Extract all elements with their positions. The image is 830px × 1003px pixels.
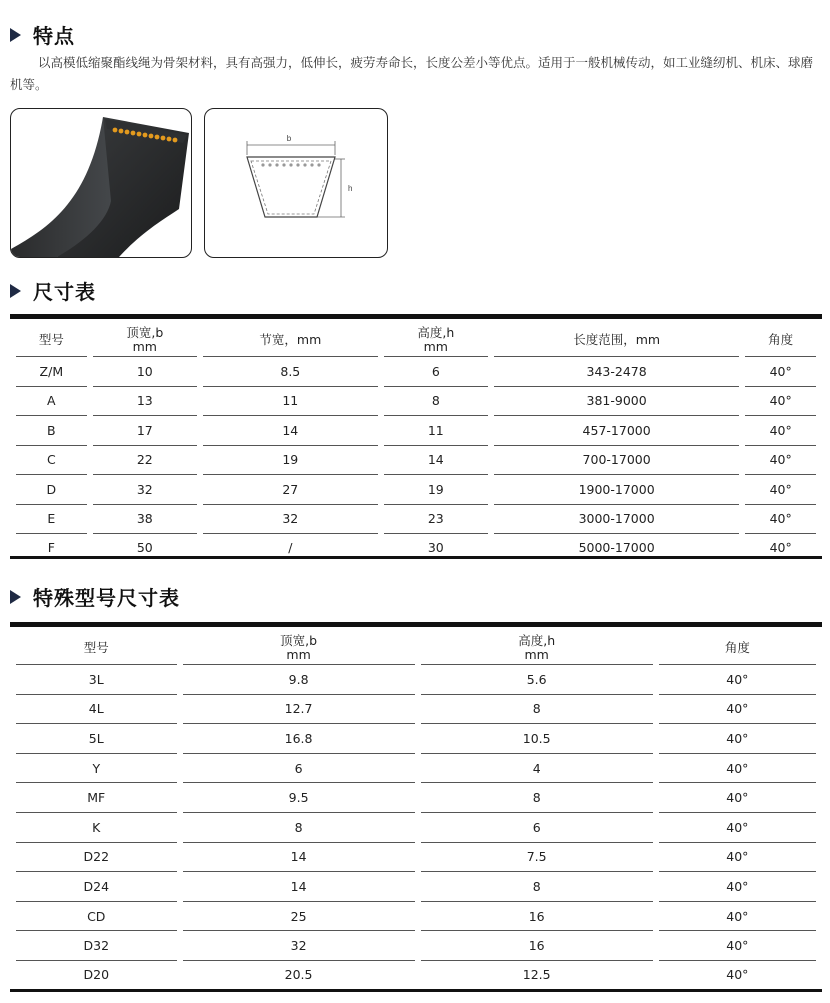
column-header: [421, 631, 653, 665]
column-header: [494, 323, 739, 357]
size-table: [10, 323, 822, 560]
column-header: [384, 323, 488, 357]
column-header-line: mm: [286, 646, 311, 662]
table-cell: 40°: [659, 783, 816, 813]
table-row: [16, 843, 816, 873]
table-row: [16, 416, 816, 446]
column-header-line: 顶宽,b: [126, 324, 164, 340]
table-cell: D24: [16, 872, 177, 902]
size-table-header-row: [16, 323, 816, 357]
table-cell: 20.5: [284, 967, 313, 983]
column-header-line: mm: [423, 338, 448, 354]
table-cell: 3000-17000: [494, 505, 739, 535]
table-cell: 13: [93, 387, 197, 417]
table-cell: 1900-17000: [494, 475, 739, 505]
triangle-bullet-icon: [10, 284, 21, 298]
column-header-line: 角度: [724, 639, 750, 655]
column-header-line: 长度范围，mm: [573, 331, 661, 347]
triangle-bullet-icon: [10, 590, 21, 604]
column-header: [183, 631, 415, 665]
table-cell: 17: [93, 416, 197, 446]
table-row: [16, 387, 816, 417]
column-header-line: mm: [524, 646, 549, 662]
features-heading: [10, 20, 75, 49]
size-table-bottom-rule: [10, 556, 822, 559]
column-header: [745, 323, 816, 357]
table-cell: 19: [203, 446, 378, 476]
column-header: [659, 631, 816, 665]
table-cell: 11: [384, 416, 488, 446]
table-cell: 14: [384, 446, 488, 476]
table-row: [16, 813, 816, 843]
table-cell: 9.5: [183, 783, 415, 813]
table-row: [16, 872, 816, 902]
table-cell: 3L: [16, 665, 177, 695]
table-cell: CD: [16, 902, 177, 932]
table-cell: 4: [421, 754, 653, 784]
special-table-body: [16, 665, 816, 989]
table-cell: D32: [16, 931, 177, 961]
table-row: [16, 695, 816, 725]
special-table-heading: [10, 582, 180, 611]
table-cell: 6: [384, 357, 488, 387]
column-header: [203, 323, 378, 357]
table-cell: 457-17000: [494, 416, 739, 446]
special-table: [10, 631, 822, 989]
table-cell: 9.8: [183, 665, 415, 695]
table-cell: 40°: [659, 665, 816, 695]
table-cell: Z/M: [16, 357, 87, 387]
table-cell: 10: [93, 357, 197, 387]
table-cell: 8: [421, 872, 653, 902]
table-cell: 16.8: [183, 724, 415, 754]
special-table-title: 特殊型号尺寸表: [33, 586, 180, 610]
table-cell: 10.5: [421, 724, 653, 754]
column-header: [16, 631, 177, 665]
table-cell: 22: [93, 446, 197, 476]
table-cell: 12.5: [522, 967, 551, 983]
table-cell: 30: [427, 539, 444, 555]
size-table-title: 尺寸表: [33, 280, 96, 304]
table-cell: 50: [136, 539, 153, 555]
table-row: [16, 446, 816, 476]
table-cell: 23: [384, 505, 488, 535]
table-cell: 343-2478: [494, 357, 739, 387]
table-row: [16, 902, 816, 932]
table-row: [16, 665, 816, 695]
table-cell: 40°: [726, 967, 749, 983]
table-cell: 4L: [16, 695, 177, 725]
table-row: [16, 505, 816, 535]
column-header-line: mm: [132, 338, 157, 354]
features-description: 以高模低缩聚酯线绳为骨架材料，具有高强力，低伸长，疲劳寿命长，长度公差小等优点。适用于一般机械传动，如工业缝纫机、机床、球磨机等。: [10, 55, 814, 92]
column-header-line: 型号: [38, 331, 64, 347]
column-header-line: 节宽，mm: [259, 331, 322, 347]
table-row: [16, 961, 816, 989]
table-cell: 40°: [745, 416, 816, 446]
column-header-line: 顶宽,b: [280, 632, 318, 648]
table-cell: K: [16, 813, 177, 843]
table-cell: 14: [203, 416, 378, 446]
table-cell: 32: [93, 475, 197, 505]
table-row: [16, 357, 816, 387]
table-cell: 8: [421, 783, 653, 813]
table-cell: /: [288, 539, 293, 555]
table-cell: 40°: [745, 387, 816, 417]
cross-section-diagram: [204, 108, 388, 258]
size-table-heading: [10, 276, 96, 305]
column-header-line: 高度,h: [518, 632, 556, 648]
table-cell: F: [47, 539, 55, 555]
table-cell: B: [16, 416, 87, 446]
column-header-line: 高度,h: [417, 324, 455, 340]
special-table-header-row: [16, 631, 816, 665]
table-row: [16, 754, 816, 784]
column-header-line: 型号: [83, 639, 109, 655]
table-cell: 25: [183, 902, 415, 932]
table-cell: C: [16, 446, 87, 476]
table-cell: 40°: [659, 754, 816, 784]
triangle-bullet-icon: [10, 28, 21, 42]
table-cell: 14: [183, 843, 415, 873]
table-cell: 40°: [659, 872, 816, 902]
table-cell: 40°: [659, 724, 816, 754]
table-cell: D20: [83, 967, 110, 983]
table-cell: 6: [421, 813, 653, 843]
table-cell: 32: [203, 505, 378, 535]
height-h-label: h: [348, 184, 353, 193]
table-row: [16, 931, 816, 961]
table-cell: 27: [203, 475, 378, 505]
table-cell: 32: [183, 931, 415, 961]
column-header-line: 角度: [768, 331, 794, 347]
table-cell: 8: [421, 695, 653, 725]
table-cell: 40°: [745, 475, 816, 505]
table-cell: 16: [421, 902, 653, 932]
table-cell: 6: [183, 754, 415, 784]
table-cell: 5000-17000: [578, 539, 655, 555]
belt-photo: [10, 108, 192, 258]
table-row: [16, 475, 816, 505]
table-cell: 40°: [659, 931, 816, 961]
table-cell: D22: [16, 843, 177, 873]
table-cell: 12.7: [183, 695, 415, 725]
table-cell: 40°: [659, 695, 816, 725]
table-cell: 381-9000: [494, 387, 739, 417]
table-cell: 7.5: [421, 843, 653, 873]
special-table-top-rule: [10, 622, 822, 627]
table-cell: 14: [183, 872, 415, 902]
table-cell: 40°: [659, 902, 816, 932]
table-cell: 19: [384, 475, 488, 505]
size-table-body: [16, 357, 816, 560]
size-table-top-rule: [10, 314, 822, 319]
table-cell: Y: [16, 754, 177, 784]
table-cell: 40°: [659, 813, 816, 843]
table-cell: 8: [384, 387, 488, 417]
table-cell: 40°: [745, 446, 816, 476]
table-cell: 16: [421, 931, 653, 961]
special-table-bottom-rule: [10, 989, 822, 992]
column-header: [93, 323, 197, 357]
table-cell: 700-17000: [494, 446, 739, 476]
table-cell: MF: [16, 783, 177, 813]
table-cell: 40°: [769, 539, 792, 555]
table-row: [16, 724, 816, 754]
width-b-label: b: [286, 134, 292, 143]
table-cell: 8.5: [203, 357, 378, 387]
table-cell: E: [16, 505, 87, 535]
table-cell: 40°: [745, 357, 816, 387]
table-row: [16, 783, 816, 813]
table-cell: 38: [93, 505, 197, 535]
table-cell: 40°: [745, 505, 816, 535]
table-cell: 8: [183, 813, 415, 843]
table-cell: 11: [203, 387, 378, 417]
features-title: 特点: [33, 24, 75, 48]
table-cell: A: [16, 387, 87, 417]
column-header: [16, 323, 87, 357]
table-cell: 40°: [659, 843, 816, 873]
table-cell: 5L: [16, 724, 177, 754]
table-cell: 5.6: [421, 665, 653, 695]
table-cell: D: [16, 475, 87, 505]
